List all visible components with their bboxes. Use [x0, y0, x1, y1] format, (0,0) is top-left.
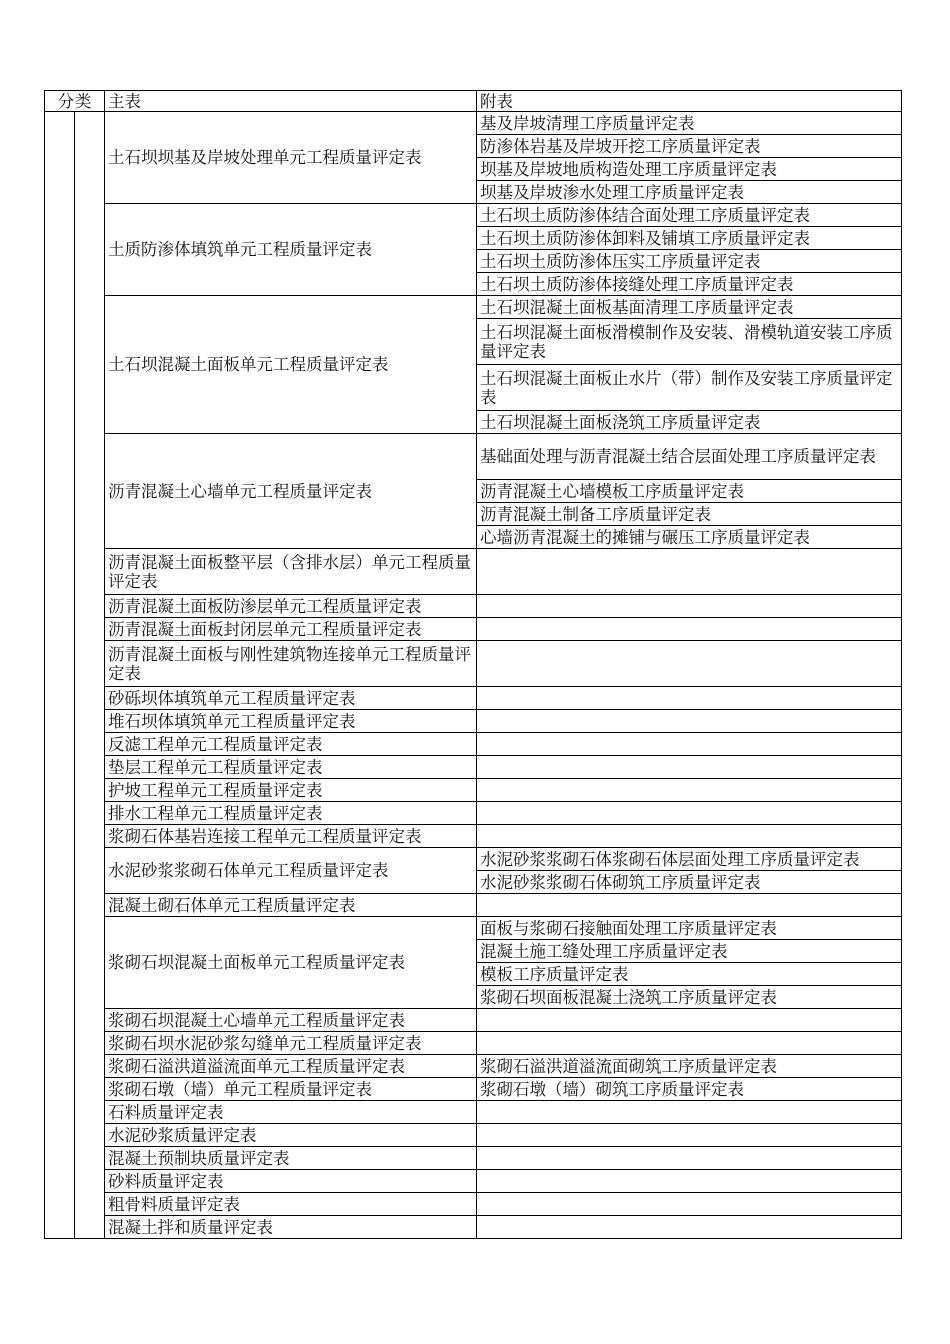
attached-table-cell-empty — [477, 1101, 902, 1124]
header-attached: 附表 — [477, 91, 902, 112]
attached-table-cell: 沥青混凝土制备工序质量评定表 — [477, 503, 902, 526]
attached-table-cell-empty — [477, 1124, 902, 1147]
table-row — [45, 1124, 902, 1147]
header-category: 分类 — [45, 91, 105, 112]
main-table-cell: 石料质量评定表 — [105, 1101, 477, 1124]
main-table-cell: 混凝土拌和质量评定表 — [105, 1216, 477, 1239]
attached-table-cell: 防渗体岩基及岸坡开挖工序质量评定表 — [477, 135, 902, 158]
attached-table-cell-empty — [477, 1009, 902, 1032]
quality-assessment-table — [44, 90, 902, 1239]
table-row — [45, 204, 902, 227]
table-header-row — [45, 91, 902, 112]
main-table-cell: 水泥砂浆质量评定表 — [105, 1124, 477, 1147]
table-row — [45, 434, 902, 480]
main-table-cell: 粗骨料质量评定表 — [105, 1193, 477, 1216]
table-row — [45, 1147, 902, 1170]
table-row — [45, 1101, 902, 1124]
main-table-cell: 堆石坝体填筑单元工程质量评定表 — [105, 710, 477, 733]
attached-table-cell: 土石坝混凝土面板止水片（带）制作及安装工序质量评定表 — [477, 365, 902, 411]
main-table-cell: 浆砌石坝混凝土面板单元工程质量评定表 — [105, 917, 477, 1009]
table-row — [45, 296, 902, 319]
table-row — [45, 1032, 902, 1055]
main-table-cell: 沥青混凝土面板与刚性建筑物连接单元工程质量评定表 — [105, 641, 477, 687]
attached-table-cell: 浆砌石溢洪道溢流面砌筑工序质量评定表 — [477, 1055, 902, 1078]
table-row — [45, 641, 902, 687]
attached-table-cell-empty — [477, 641, 902, 687]
main-table-cell: 浆砌石溢洪道溢流面单元工程质量评定表 — [105, 1055, 477, 1078]
attached-table-cell: 基及岸坡清理工序质量评定表 — [477, 112, 902, 135]
table-row — [45, 1216, 902, 1239]
main-table-cell: 浆砌石墩（墙）单元工程质量评定表 — [105, 1078, 477, 1101]
main-table-cell: 反滤工程单元工程质量评定表 — [105, 733, 477, 756]
attached-table-cell-empty — [477, 756, 902, 779]
table-row — [45, 1055, 902, 1078]
attached-table-cell-empty — [477, 710, 902, 733]
attached-table-cell-empty — [477, 779, 902, 802]
attached-table-cell-empty — [477, 894, 902, 917]
main-table-cell: 砂料质量评定表 — [105, 1170, 477, 1193]
main-table-cell: 沥青混凝土心墙单元工程质量评定表 — [105, 434, 477, 549]
table-row — [45, 1078, 902, 1101]
table-row — [45, 825, 902, 848]
main-table-cell: 沥青混凝土面板封闭层单元工程质量评定表 — [105, 618, 477, 641]
table-row — [45, 112, 902, 135]
category-column-2 — [75, 112, 105, 1239]
attached-table-cell-empty — [477, 549, 902, 595]
main-table-cell: 浆砌石坝水泥砂浆勾缝单元工程质量评定表 — [105, 1032, 477, 1055]
attached-table-cell-empty — [477, 1032, 902, 1055]
attached-table-cell: 混凝土施工缝处理工序质量评定表 — [477, 940, 902, 963]
attached-table-cell: 土石坝混凝土面板基面清理工序质量评定表 — [477, 296, 902, 319]
attached-table-cell: 土石坝土质防渗体结合面处理工序质量评定表 — [477, 204, 902, 227]
attached-table-cell-empty — [477, 733, 902, 756]
attached-table-cell: 浆砌石墩（墙）砌筑工序质量评定表 — [477, 1078, 902, 1101]
main-table-cell: 土石坝混凝土面板单元工程质量评定表 — [105, 296, 477, 434]
attached-table-cell: 土石坝混凝土面板浇筑工序质量评定表 — [477, 411, 902, 434]
attached-table-cell: 土石坝混凝土面板滑模制作及安装、滑模轨道安装工序质量评定表 — [477, 319, 902, 365]
attached-table-cell: 基础面处理与沥青混凝土结合层面处理工序质量评定表 — [477, 434, 902, 480]
main-table-cell: 砂砾坝体填筑单元工程质量评定表 — [105, 687, 477, 710]
main-table-cell: 浆砌石体基岩连接工程单元工程质量评定表 — [105, 825, 477, 848]
table-row — [45, 1170, 902, 1193]
attached-table-cell: 心墙沥青混凝土的摊铺与碾压工序质量评定表 — [477, 526, 902, 549]
main-table-cell: 土质防渗体填筑单元工程质量评定表 — [105, 204, 477, 296]
attached-table-cell-empty — [477, 1193, 902, 1216]
table-row — [45, 1193, 902, 1216]
table-row — [45, 710, 902, 733]
attached-table-cell-empty — [477, 618, 902, 641]
attached-table-cell: 坝基及岸坡渗水处理工序质量评定表 — [477, 181, 902, 204]
table-row — [45, 687, 902, 710]
main-table-cell: 垫层工程单元工程质量评定表 — [105, 756, 477, 779]
attached-table-cell: 浆砌石坝面板混凝土浇筑工序质量评定表 — [477, 986, 902, 1009]
table-row — [45, 549, 902, 595]
attached-table-cell-empty — [477, 1147, 902, 1170]
table-row — [45, 618, 902, 641]
attached-table-cell-empty — [477, 1216, 902, 1239]
table-row — [45, 733, 902, 756]
attached-table-cell: 坝基及岸坡地质构造处理工序质量评定表 — [477, 158, 902, 181]
attached-table-cell-empty — [477, 595, 902, 618]
main-table-cell: 沥青混凝土面板防渗层单元工程质量评定表 — [105, 595, 477, 618]
table-row — [45, 894, 902, 917]
table-row — [45, 779, 902, 802]
table-row — [45, 756, 902, 779]
attached-table-cell-empty — [477, 687, 902, 710]
main-table-cell: 排水工程单元工程质量评定表 — [105, 802, 477, 825]
attached-table-cell: 模板工序质量评定表 — [477, 963, 902, 986]
main-table-cell: 水泥砂浆浆砌石体单元工程质量评定表 — [105, 848, 477, 894]
attached-table-cell: 面板与浆砌石接触面处理工序质量评定表 — [477, 917, 902, 940]
table-row — [45, 802, 902, 825]
table-row — [45, 1009, 902, 1032]
attached-table-cell-empty — [477, 802, 902, 825]
main-table-cell: 护坡工程单元工程质量评定表 — [105, 779, 477, 802]
main-table-cell: 沥青混凝土面板整平层（含排水层）单元工程质量评定表 — [105, 549, 477, 595]
table-row — [45, 917, 902, 940]
main-table-cell: 浆砌石坝混凝土心墙单元工程质量评定表 — [105, 1009, 477, 1032]
attached-table-cell: 土石坝土质防渗体卸料及铺填工序质量评定表 — [477, 227, 902, 250]
main-table-cell: 混凝土预制块质量评定表 — [105, 1147, 477, 1170]
category-column-1 — [45, 112, 75, 1239]
main-table-cell: 混凝土砌石体单元工程质量评定表 — [105, 894, 477, 917]
table-row — [45, 595, 902, 618]
table-row — [45, 848, 902, 871]
attached-table-cell-empty — [477, 1170, 902, 1193]
attached-table-cell: 土石坝土质防渗体接缝处理工序质量评定表 — [477, 273, 902, 296]
attached-table-cell: 水泥砂浆浆砌石体浆砌石体层面处理工序质量评定表 — [477, 848, 902, 871]
header-main: 主表 — [105, 91, 477, 112]
attached-table-cell: 沥青混凝土心墙模板工序质量评定表 — [477, 480, 902, 503]
attached-table-cell: 水泥砂浆浆砌石体砌筑工序质量评定表 — [477, 871, 902, 894]
main-table-cell: 土石坝坝基及岸坡处理单元工程质量评定表 — [105, 112, 477, 204]
attached-table-cell-empty — [477, 825, 902, 848]
attached-table-cell: 土石坝土质防渗体压实工序质量评定表 — [477, 250, 902, 273]
